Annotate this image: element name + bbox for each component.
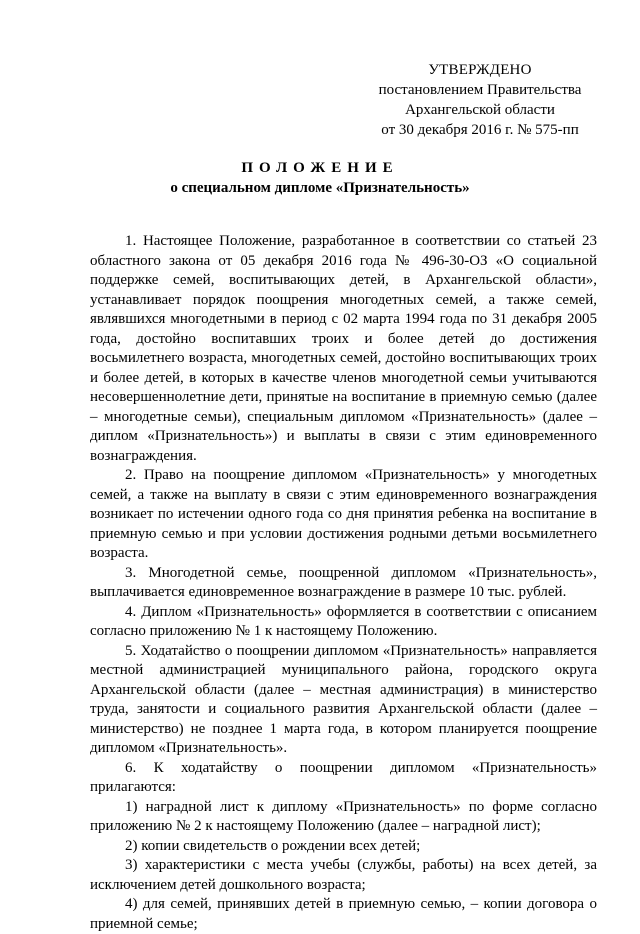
paragraph-5: 5. Ходатайство о поощрении дипломом «Признательность» направляется местной администрацией муниципального района, городского округа Архангельской области (далее – местная администрация) в министерство труда, занятости и социального развития Архангельской области (далее – министерство) не позднее 1 марта года, в котором планируется поощрение дипломом «Признательность». xyxy=(90,642,597,756)
approval-line-3: от 30 декабря 2016 г. № 575-пп xyxy=(381,122,579,138)
approval-heading: УТВЕРЖДЕНО xyxy=(428,62,532,78)
paragraph-3: 3. Многодетной семье, поощренной дипломом «Признательность», выплачивается единовременное вознаграждение в размере 10 тыс. рублей. xyxy=(90,564,597,600)
list-item-2: 2) копии свидетельств о рождении всех детей; xyxy=(125,837,421,854)
list-item-1: 1) наградной лист к диплому «Признательность» по форме согласно приложению № 2 к настоящему Положению (далее – наградной лист); xyxy=(90,798,597,834)
paragraph-6: 6. К ходатайству о поощрении дипломом «Признательность» прилагаются: xyxy=(90,759,597,795)
paragraph-4: 4. Диплом «Признательность» оформляется в соответствии с описанием согласно приложению № 1 к настоящему Положению. xyxy=(90,603,597,639)
list-item-4: 4) для семей, принявших детей в приемную семью, – копии договора о приемной семье; xyxy=(90,896,597,932)
approval-line-2: Архангельской области xyxy=(405,102,555,118)
paragraph-2: 2. Право на поощрение дипломом «Признательность» у многодетных семей, а также на выплату в связи с этим единовременного вознаграждения возникает по истечении одного года со дня принятия ребенка на воспитание в приемную семью и при условии достижения родными детьми восьмилетнего возраста. xyxy=(90,467,597,561)
document-body xyxy=(90,232,597,934)
list-item-3: 3) характеристики с места учебы (службы, работы) на всех детей, за исключением детей дошкольного возраста; xyxy=(90,857,597,893)
approval-line-1: постановлением Правительства xyxy=(378,82,582,98)
title-main: ПОЛОЖЕНИЕ xyxy=(241,160,399,176)
title-subtitle: о специальном дипломе «Признательность» xyxy=(170,180,470,196)
paragraph-1: 1. Настоящее Положение, разработанное в соответствии со статьей 23 областного закона от 05 декабря 2016 года № 496-30-ОЗ «О социальной поддержке семей, воспитывающих детей, в Архангельской области», устанавливает порядок поощрения многодетных семей, а также семей, являвшихся многодетными в период с 02 марта 1994 года по 31 декабря 2005 года, достойно воспитавших троих и более детей до достижения восьмилетнего возраста, многодетных семей, достойно воспитывающих троих и более детей, в которых в качестве членов многодетной семьи учитываются несовершеннолетние дети, принятые на воспитание в приемную семью (далее – многодетные семьи), специальным дипломом «Признательность» (далее – диплом «Признательность») и выплаты в связи с этим единовременного вознаграждения. xyxy=(90,233,597,464)
approval-stamp xyxy=(360,60,600,140)
document-title xyxy=(40,158,600,198)
